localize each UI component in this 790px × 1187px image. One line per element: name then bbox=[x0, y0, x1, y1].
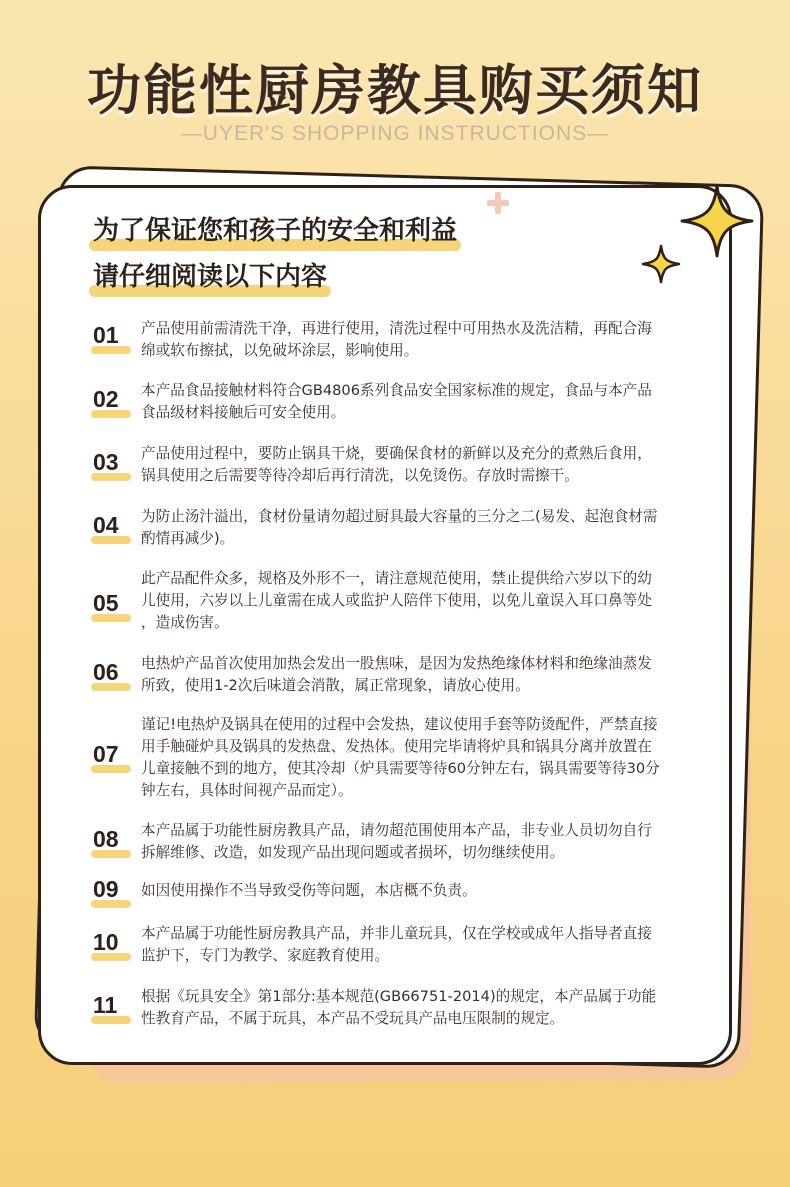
page-title: 功能性厨房教具购买须知 bbox=[87, 59, 703, 122]
headline-line-2 bbox=[93, 256, 327, 293]
item-number: 04 bbox=[93, 512, 131, 539]
headline-line-1 bbox=[93, 210, 457, 247]
page-subtitle: —UYER'S SHOPPING INSTRUCTIONS— bbox=[180, 122, 610, 145]
item-text: 本产品食品接触材料符合GB4806系列食品安全国家标准的规定，食品与本产品 食品级材料接触后可安全使用。 bbox=[141, 382, 652, 421]
item-number: 03 bbox=[93, 449, 131, 476]
item-text: 为防止汤汁溢出，食材份量请勿超过厨具最大容量的三分之二(易发、起泡食材需 酌情再减少)。 bbox=[141, 508, 658, 547]
item-text: 电热炉产品首次使用加热会发出一股焦味，是因为发热绝缘体材料和绝缘油蒸发 所致，使用1-2次后味道会消散，属正常现象，请放心使用。 bbox=[141, 655, 652, 694]
sparkle-star-icon bbox=[641, 244, 681, 284]
item-number: 07 bbox=[93, 741, 131, 768]
item-text: 产品使用过程中，要防止锅具干烧，要确保食材的新鲜以及充分的煮熟后食用， 锅具使用之后需要等待冷却后再行清洗，以免烫伤。存放时需擦干。 bbox=[141, 445, 652, 484]
item-text: 如因使用操作不当导致受伤等问题，本店概不负责。 bbox=[141, 882, 477, 899]
sparkle-star-icon bbox=[680, 184, 754, 258]
item-number: 01 bbox=[93, 322, 131, 349]
item-number: 05 bbox=[93, 590, 131, 617]
item-number: 06 bbox=[93, 659, 131, 686]
item-text: 本产品属于功能性厨房教具产品，并非儿童玩具，仅在学校或成年人指导者直接 监护下，专门为教学、家庭教育使用。 bbox=[141, 925, 652, 964]
notice-card bbox=[38, 185, 732, 1065]
item-number: 02 bbox=[93, 386, 131, 413]
item-text: 产品使用前需清洗干净，再进行使用，清洗过程中可用热水及洗洁精，再配合海 绵或软布擦拭，以免破坏涂层，影响使用。 bbox=[141, 320, 652, 359]
item-number: 09 bbox=[93, 876, 131, 903]
item-number: 08 bbox=[93, 826, 131, 853]
headline-text-2: 请仔细阅读以下内容 bbox=[93, 262, 328, 292]
item-text: 本产品属于功能性厨房教具产品，请勿超范围使用本产品，非专业人员切勿自行 拆解维修、改造，如发现产品出现问题或者损坏，切勿继续使用。 bbox=[141, 822, 652, 861]
item-text: 此产品配件众多，规格及外形不一，请注意规范使用，禁止提供给六岁以下的幼 儿使用，六岁以上儿童需在成人或监护人陪伴下使用，以免儿童误入耳口鼻等处 ，造成伤害。 bbox=[141, 570, 652, 631]
item-number: 11 bbox=[93, 992, 131, 1019]
item-text: 谨记!电热炉及锅具在使用的过程中会发热，建议使用手套等防烫配件，严禁直接 用手触碰炉具及锅具的发热盘、发热体。使用完毕请将炉具和锅具分离并放置在 儿童接触不到的地方，使其冷却（炉具需要等待60分钟左右，锅具需要等待30分 钟左右，具体时间视产品而定）。 bbox=[141, 716, 660, 799]
plus-sign-icon bbox=[487, 192, 509, 214]
item-text: 根据《玩具安全》第1部分:基本规范(GB66751-2014)的规定，本产品属于功能 性教育产品，不属于玩具，本产品不受玩具产品电压限制的规定。 bbox=[141, 988, 657, 1027]
item-number: 10 bbox=[93, 929, 131, 956]
headline-text-1: 为了保证您和孩子的安全和利益 bbox=[93, 216, 458, 246]
